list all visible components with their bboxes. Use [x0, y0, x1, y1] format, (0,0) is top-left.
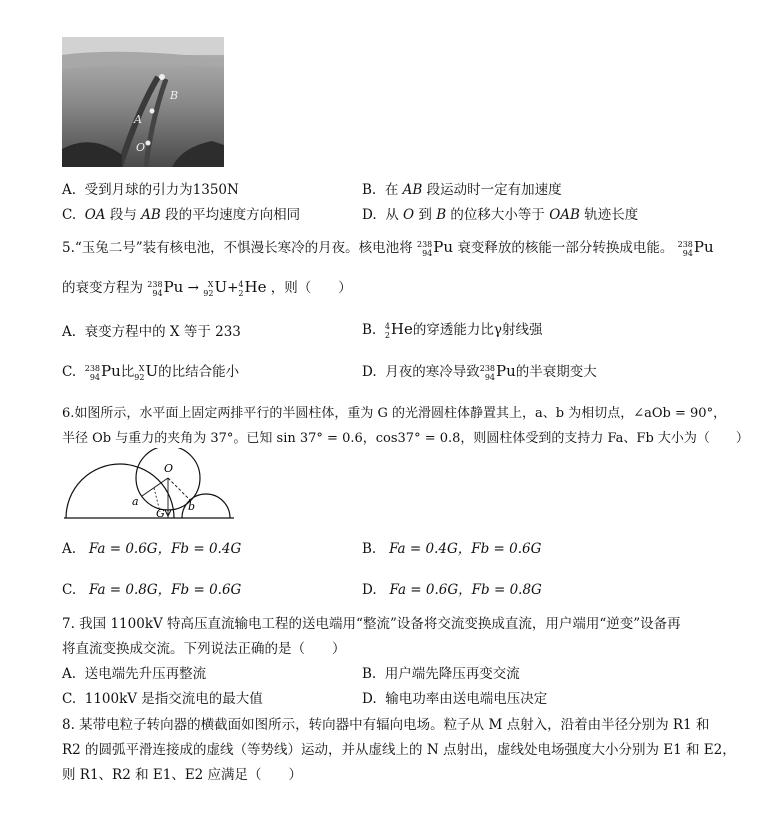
element-symbol: Pu — [101, 362, 121, 380]
q5-option-c — [62, 360, 239, 382]
lunar-surface-image — [62, 37, 224, 167]
atomic-number: 2 — [384, 330, 390, 340]
option-text: 月夜的寒冷导致 — [385, 364, 480, 380]
point-label: B — [436, 207, 447, 223]
atomic-number: 2 — [238, 288, 244, 298]
question-text: 衰变释放的核能一部分转换成电能。 — [457, 240, 674, 256]
option-text: 的比结合能小 — [158, 364, 240, 380]
mass-number: 238 — [479, 363, 496, 373]
atomic-number: 92 — [203, 288, 214, 298]
nuclide-u — [134, 362, 158, 382]
option-text: 在 — [384, 182, 399, 198]
option-key: A. — [62, 541, 77, 557]
reaction-arrow: → — [187, 280, 199, 296]
q5-stem-line2 — [62, 276, 352, 298]
option-text: Fa = 0.6G，Fb = 0.8G — [389, 582, 542, 598]
option-text: 段的平均速度方向相同 — [165, 207, 301, 223]
point-o-label: O — [136, 141, 146, 154]
element-symbol: U — [214, 278, 228, 296]
segment-label: OAB — [549, 207, 580, 223]
option-text: 段与 — [109, 207, 137, 223]
option-text: 用户端先降压再变交流 — [384, 666, 520, 682]
element-symbol: He — [244, 278, 267, 296]
point-label: O — [403, 207, 415, 223]
mass-number: 4 — [384, 321, 390, 331]
q6-option-a — [62, 537, 241, 557]
element-symbol: U — [145, 362, 159, 380]
nuclide-pu — [678, 238, 714, 258]
q5-option-b — [362, 318, 542, 340]
option-key: A. — [62, 666, 77, 682]
mass-number: 238 — [416, 239, 433, 249]
q8-stem-line2: R2 的圆弧平滑连接成的虚线（等势线）运动，并从虚线上的 N 点射出，虚线处电场强度大小分别为 E1 和 E2， — [62, 742, 736, 758]
option-key: C. — [62, 207, 77, 223]
point-b-label: B — [170, 89, 179, 102]
question-text: 的衰变方程为 — [62, 280, 143, 296]
q8-stem-line3: 则 R1、R2 和 E1、E2 应满足（ ） — [62, 767, 303, 783]
option-text: 到 — [418, 207, 432, 223]
element-symbol: Pu — [433, 238, 454, 256]
option-key: B. — [362, 541, 377, 557]
option-text: 的穿透能力比γ射线强 — [412, 322, 543, 338]
option-key: B. — [362, 666, 377, 682]
atomic-number: 94 — [89, 372, 101, 382]
option-text: 受到月球的引力为1350N — [84, 182, 239, 198]
segment-label: AB — [402, 182, 423, 198]
option-key: C. — [62, 582, 77, 598]
q7-stem-line1: 7. 我国 1100kV 特高压直流输电工程的送电端用“整流”设备将交流变换成直流，用户端用“逆变”设备再 — [62, 616, 681, 632]
question-text: 5.“玉兔二号”装有核电池，不惧漫长寒冷的月夜。核电池将 — [62, 240, 413, 256]
q4-option-b — [362, 178, 562, 198]
q6-stem-line1: 6.如图所示，水平面上固定两排平行的半圆柱体，重为 G 的光滑圆柱体静置其上，a、b 为相切点，∠aOb = 90°， — [62, 406, 727, 421]
mass-number: 238 — [677, 239, 693, 249]
atomic-number: 94 — [682, 248, 693, 258]
mass-number: X — [207, 279, 214, 289]
q6-option-c — [62, 578, 241, 598]
q6-stem-line2: 半径 Ob 与重力的夹角为 37°。已知 sin 37° = 0.6，cos37° = 0.8，则圆柱体受到的支持力 Fa、Fb 大小为（ ） — [62, 431, 749, 446]
option-text: 的位移大小等于 — [450, 207, 545, 223]
q4-option-c — [62, 203, 300, 223]
option-text: 的半衰期变大 — [515, 364, 597, 380]
atomic-number: 94 — [152, 288, 163, 298]
option-key: D. — [362, 582, 377, 598]
option-text: 衰变方程中的 X 等于 233 — [84, 324, 241, 340]
q6-cylinder-figure — [62, 448, 238, 524]
q4-option-a — [62, 178, 239, 198]
element-symbol: Pu — [496, 362, 516, 380]
point-a-label: A — [134, 113, 142, 126]
option-text: 送电端先升压再整流 — [84, 666, 207, 682]
option-key: A. — [62, 324, 77, 340]
gravity-g-label: G — [156, 507, 165, 520]
q6-option-d — [362, 578, 542, 598]
atomic-number: 94 — [484, 372, 496, 382]
q6-option-b — [362, 537, 541, 557]
option-text: 比 — [120, 364, 135, 380]
option-key: C. — [62, 364, 77, 380]
q5-stem-line1 — [62, 236, 714, 258]
option-text: 段运动时一定有加速度 — [426, 182, 562, 198]
nuclide-pu — [147, 278, 183, 298]
option-key: A. — [62, 182, 77, 198]
segment-label: OA — [84, 207, 106, 223]
option-key: C. — [62, 691, 77, 707]
tangent-a-label: a — [132, 495, 139, 508]
option-text: 输电功率由送电端电压决定 — [385, 691, 548, 707]
element-symbol: Pu — [693, 238, 714, 256]
option-text: 轨迹长度 — [584, 207, 639, 223]
option-text: 从 — [385, 207, 399, 223]
option-text: Fa = 0.6G，Fb = 0.4G — [88, 541, 242, 557]
option-text: Fa = 0.8G，Fb = 0.6G — [89, 582, 242, 598]
option-key: D. — [362, 364, 377, 380]
mass-number: X — [138, 363, 145, 373]
mass-number: 238 — [147, 279, 163, 289]
tangent-b-label: b — [188, 500, 196, 513]
nuclide-he — [238, 278, 266, 298]
option-key: D. — [362, 691, 377, 707]
mass-number: 238 — [84, 363, 101, 373]
q5-option-d — [362, 360, 597, 382]
option-key: D. — [362, 207, 377, 223]
element-symbol: Pu — [163, 278, 184, 296]
q5-option-a — [62, 320, 241, 340]
nuclide-pu — [480, 362, 516, 382]
q7-stem-line2: 将直流变换成交流。下列说法正确的是（ ） — [62, 641, 346, 657]
element-symbol: He — [390, 320, 413, 338]
q8-stem-line1: 8. 某带电粒子转向器的横截面如图所示，转向器中有辐向电场。粒子从 M 点射入，沿着由半径分别为 R1 和 — [62, 717, 710, 733]
q4-option-d — [362, 203, 638, 223]
option-key: B. — [362, 182, 377, 198]
question-text: ，则（ ） — [270, 280, 352, 296]
nuclide-pu — [417, 238, 453, 258]
nuclide-u — [203, 278, 227, 298]
option-text: Fa = 0.4G，Fb = 0.6G — [389, 541, 542, 557]
q7-option-d — [362, 687, 547, 707]
option-text: 1100kV 是指交流电的最大值 — [84, 691, 263, 707]
segment-label: AB — [141, 207, 161, 223]
q7-option-c — [62, 687, 263, 707]
q7-option-b — [362, 662, 520, 682]
nuclide-pu — [85, 362, 121, 382]
center-o-label: O — [164, 462, 174, 475]
option-key: B. — [362, 322, 377, 338]
atomic-number: 92 — [134, 372, 145, 382]
atomic-number: 94 — [422, 248, 433, 258]
lunar-rover-track-photo — [62, 37, 224, 167]
mass-number: 4 — [238, 279, 244, 289]
q7-option-a — [62, 662, 206, 682]
nuclide-he — [385, 320, 413, 340]
plus-sign: + — [227, 280, 239, 296]
